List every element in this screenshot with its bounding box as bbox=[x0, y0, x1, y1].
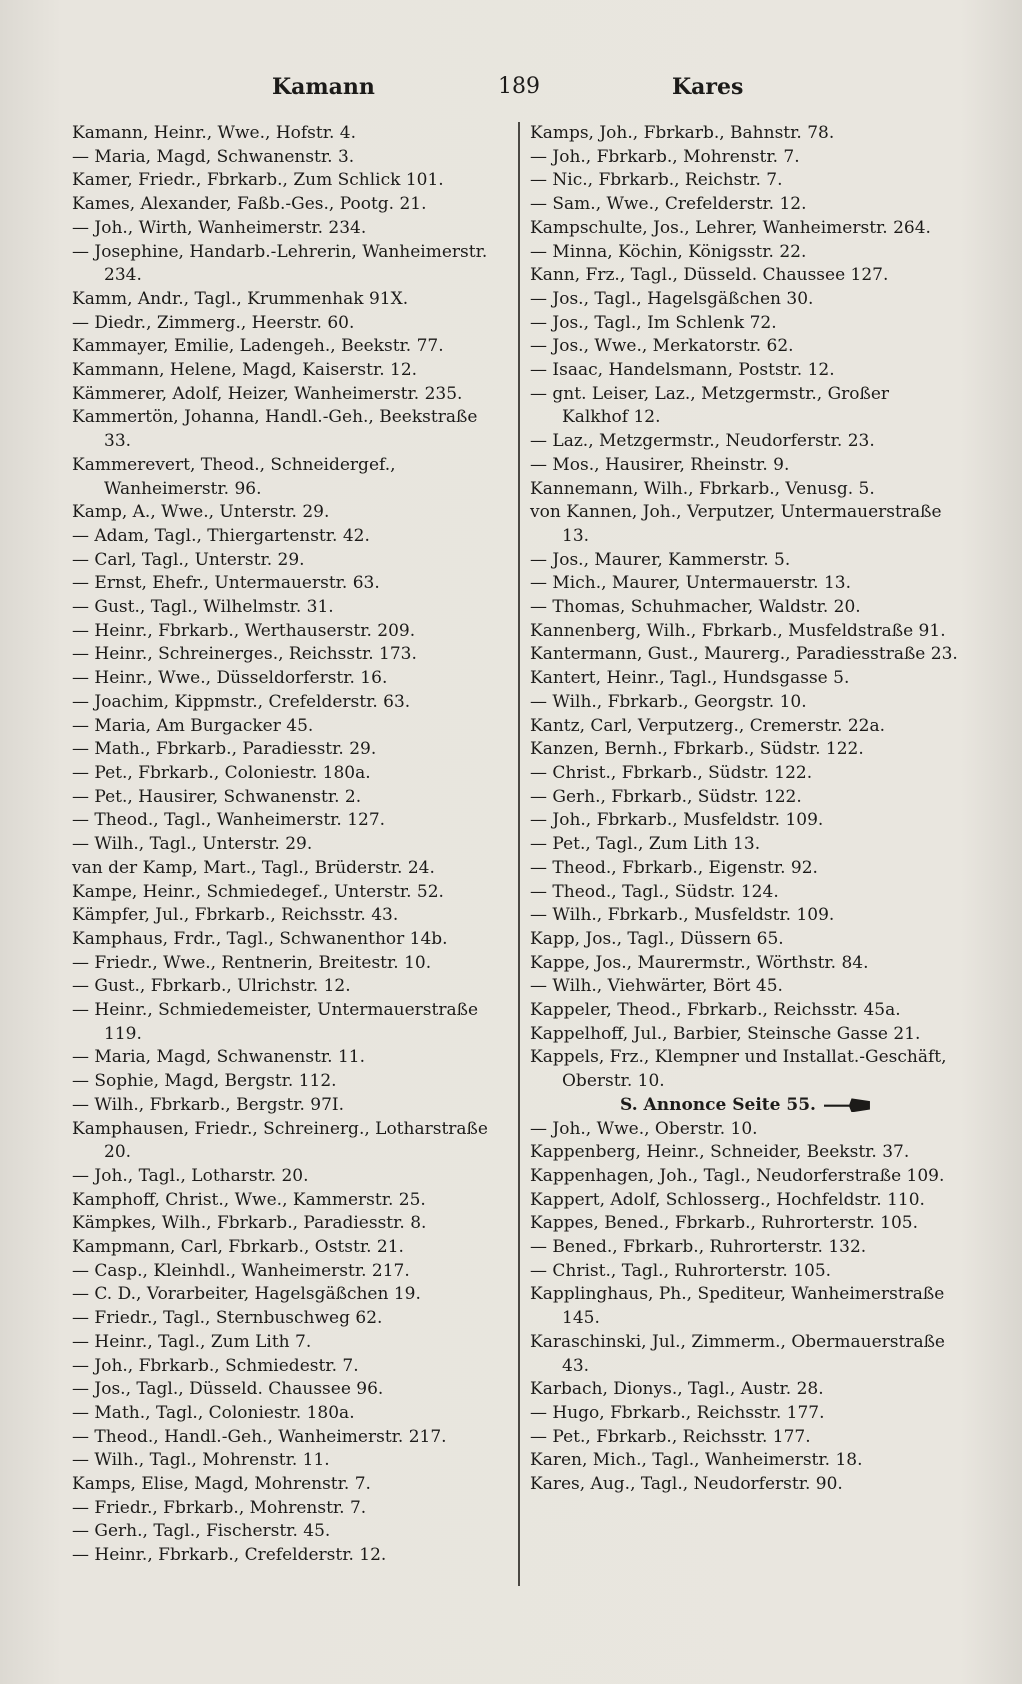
directory-entry: — Wilh., Tagl., Mohrenstr. 11. bbox=[72, 1450, 330, 1471]
directory-entry: — Carl, Tagl., Unterstr. 29. bbox=[72, 549, 305, 570]
directory-entry: — Diedr., Zimmerg., Heerstr. 60. bbox=[72, 312, 355, 333]
directory-entry: — Gust., Tagl., Wilhelmstr. 31. bbox=[72, 597, 334, 618]
directory-entry: Kapp, Jos., Tagl., Düssern 65. bbox=[530, 928, 784, 949]
directory-entry: Kapplinghaus, Ph., Spediteur, Wanheimerstraße 145. bbox=[530, 1284, 945, 1329]
directory-entry: von Kannen, Joh., Verputzer, Untermauerstraße 13. bbox=[530, 502, 942, 546]
directory-entry: — Sophie, Magd, Bergstr. 112. bbox=[72, 1071, 337, 1092]
directory-entry: Kammertön, Johanna, Handl.-Geh., Beekstraße 33. bbox=[72, 407, 478, 452]
directory-entry: Kammann, Helene, Magd, Kaiserstr. 12. bbox=[72, 360, 418, 381]
directory-entry: — Friedr., Wwe., Rentnerin, Breitestr. 10. bbox=[72, 952, 432, 973]
directory-entry: — Joh., Fbrkarb., Schmiedestr. 7. bbox=[72, 1355, 359, 1376]
directory-entry: — Heinr., Tagl., Zum Lith 7. bbox=[72, 1331, 312, 1352]
directory-entry: — Laz., Metzgermstr., Neudorferstr. 23. bbox=[530, 431, 875, 452]
directory-entry: Kamphaus, Frdr., Tagl., Schwanenthor 14b. bbox=[72, 928, 448, 949]
directory-entry: Kappenhagen, Joh., Tagl., Neudorferstraße 109. bbox=[530, 1165, 945, 1186]
directory-entry: — Wilh., Tagl., Unterstr. 29. bbox=[72, 834, 313, 855]
directory-entry: Kappenberg, Heinr., Schneider, Beekstr. 37. bbox=[530, 1142, 910, 1163]
directory-entry: — Maria, Magd, Schwanenstr. 3. bbox=[72, 146, 355, 167]
directory-entry: — Pet., Fbrkarb., Coloniestr. 180a. bbox=[72, 762, 371, 783]
directory-entry: Kappe, Jos., Maurermstr., Wörthstr. 84. bbox=[530, 952, 869, 973]
directory-entry: — Maria, Magd, Schwanenstr. 11. bbox=[72, 1047, 365, 1068]
directory-entry: — Friedr., Tagl., Sternbuschweg 62. bbox=[72, 1308, 383, 1329]
pointing-hand-icon bbox=[824, 1098, 870, 1112]
directory-entry: — Heinr., Wwe., Düsseldorferstr. 16. bbox=[72, 668, 388, 689]
directory-entry: Kappeler, Theod., Fbrkarb., Reichsstr. 45a. bbox=[530, 1000, 901, 1021]
directory-entry: Kamps, Elise, Magd, Mohrenstr. 7. bbox=[72, 1474, 371, 1495]
directory-entry: — Theod., Fbrkarb., Eigenstr. 92. bbox=[530, 857, 818, 878]
directory-entry: — Nic., Fbrkarb., Reichstr. 7. bbox=[530, 170, 783, 191]
directory-entry: — Heinr., Fbrkarb., Crefelderstr. 12. bbox=[72, 1545, 387, 1566]
directory-entry: — Bened., Fbrkarb., Ruhrorterstr. 132. bbox=[530, 1237, 867, 1258]
directory-entry: Kares, Aug., Tagl., Neudorferstr. 90. bbox=[530, 1474, 843, 1495]
directory-entry: — Mich., Maurer, Untermauerstr. 13. bbox=[530, 573, 852, 594]
directory-entry: — Wilh., Viehwärter, Bört 45. bbox=[530, 976, 783, 997]
directory-entry: — Casp., Kleinhdl., Wanheimerstr. 217. bbox=[72, 1260, 410, 1281]
directory-entry: — Joh., Wwe., Oberstr. 10. bbox=[530, 1118, 758, 1139]
directory-entry: Kampe, Heinr., Schmiedegef., Unterstr. 52. bbox=[72, 881, 444, 902]
directory-entry: — Wilh., Fbrkarb., Bergstr. 97I. bbox=[72, 1094, 345, 1115]
directory-entry: — Christ., Fbrkarb., Südstr. 122. bbox=[530, 762, 813, 783]
directory-entry: — gnt. Leiser, Laz., Metzgermstr., Großer Kalkhof 12. bbox=[530, 383, 890, 428]
directory-entry: Kantermann, Gust., Maurerg., Paradiesstraße 23. bbox=[530, 644, 958, 665]
directory-entry: Kappert, Adolf, Schlosserg., Hochfeldstr. 110. bbox=[530, 1189, 925, 1210]
directory-entry: — Wilh., Fbrkarb., Georgstr. 10. bbox=[530, 691, 807, 712]
directory-entry: — Heinr., Schmiedemeister, Untermauerstraße 119. bbox=[72, 1000, 479, 1044]
directory-entry: Kantz, Carl, Verputzerg., Cremerstr. 22a. bbox=[530, 715, 885, 736]
directory-entry: — Gerh., Fbrkarb., Südstr. 122. bbox=[530, 786, 802, 807]
directory-entry: — Sam., Wwe., Crefelderstr. 12. bbox=[530, 194, 807, 215]
directory-entry: Karaschinski, Jul., Zimmerm., Obermauerstraße 43. bbox=[530, 1331, 945, 1376]
directory-entry: — Jos., Tagl., Düsseld. Chaussee 96. bbox=[72, 1379, 384, 1400]
directory-entry: — Theod., Tagl., Wanheimerstr. 127. bbox=[72, 810, 386, 831]
directory-entry: — Joh., Fbrkarb., Musfeldstr. 109. bbox=[530, 810, 824, 831]
directory-entry: Karen, Mich., Tagl., Wanheimerstr. 18. bbox=[530, 1450, 863, 1471]
page-header bbox=[0, 74, 1022, 106]
directory-entry: — Theod., Tagl., Südstr. 124. bbox=[530, 881, 779, 902]
right-column bbox=[530, 122, 960, 1497]
left-column bbox=[72, 122, 502, 1568]
column-divider bbox=[518, 122, 520, 1586]
directory-entry: — Christ., Tagl., Ruhrorterstr. 105. bbox=[530, 1260, 832, 1281]
directory-entry: — Adam, Tagl., Thiergartenstr. 42. bbox=[72, 525, 370, 546]
directory-entry: — Ernst, Ehefr., Untermauerstr. 63. bbox=[72, 573, 380, 594]
directory-entry: Kamm, Andr., Tagl., Krummenhak 91X. bbox=[72, 288, 409, 309]
directory-entry: — Minna, Köchin, Königsstr. 22. bbox=[530, 241, 807, 262]
directory-entry: van der Kamp, Mart., Tagl., Brüderstr. 24. bbox=[72, 857, 435, 878]
directory-entry: Kämmerer, Adolf, Heizer, Wanheimerstr. 235. bbox=[72, 383, 463, 404]
directory-entry: — Hugo, Fbrkarb., Reichsstr. 177. bbox=[530, 1402, 825, 1423]
directory-entry: Kantert, Heinr., Tagl., Hundsgasse 5. bbox=[530, 668, 850, 689]
directory-entry: Kämpkes, Wilh., Fbrkarb., Paradiesstr. 8. bbox=[72, 1213, 427, 1234]
directory-entry: — Math., Fbrkarb., Paradiesstr. 29. bbox=[72, 739, 377, 760]
directory-entry: Kappelhoff, Jul., Barbier, Steinsche Gasse 21. bbox=[530, 1023, 921, 1044]
directory-entry: — Jos., Tagl., Hagelsgäßchen 30. bbox=[530, 288, 814, 309]
directory-entry: Kämpfer, Jul., Fbrkarb., Reichsstr. 43. bbox=[72, 905, 399, 926]
directory-entry: — Joh., Tagl., Lotharstr. 20. bbox=[72, 1165, 309, 1186]
directory-entry: — Isaac, Handelsmann, Poststr. 12. bbox=[530, 360, 835, 381]
directory-entry: Kamp, A., Wwe., Unterstr. 29. bbox=[72, 502, 330, 523]
directory-entry: — Joh., Fbrkarb., Mohrenstr. 7. bbox=[530, 146, 800, 167]
directory-entry: — Mos., Hausirer, Rheinstr. 9. bbox=[530, 454, 790, 475]
directory-entry: — Friedr., Fbrkarb., Mohrenstr. 7. bbox=[72, 1497, 367, 1518]
directory-entry: — Theod., Handl.-Geh., Wanheimerstr. 217. bbox=[72, 1426, 447, 1447]
directory-entry: — Pet., Hausirer, Schwanenstr. 2. bbox=[72, 786, 362, 807]
directory-entry: Kamps, Joh., Fbrkarb., Bahnstr. 78. bbox=[530, 123, 835, 143]
directory-entry: — Jos., Wwe., Merkatorstr. 62. bbox=[530, 336, 794, 357]
directory-entry: — Jos., Maurer, Kammerstr. 5. bbox=[530, 549, 791, 570]
directory-entry: Kappels, Frz., Klempner und Installat.-Geschäft, Oberstr. 10. bbox=[530, 1047, 947, 1092]
directory-entry: — Math., Tagl., Coloniestr. 180a. bbox=[72, 1402, 355, 1423]
directory-entry: Kamer, Friedr., Fbrkarb., Zum Schlick 101. bbox=[72, 170, 444, 191]
advertisement-note: S. Annonce Seite 55. bbox=[530, 1094, 960, 1118]
directory-entry: — Gust., Fbrkarb., Ulrichstr. 12. bbox=[72, 976, 351, 997]
directory-entry: — Jos., Tagl., Im Schlenk 72. bbox=[530, 312, 777, 333]
directory-entry: — Joachim, Kippmstr., Crefelderstr. 63. bbox=[72, 691, 411, 712]
directory-entry: — Pet., Tagl., Zum Lith 13. bbox=[530, 834, 761, 855]
directory-entry: Kamphausen, Friedr., Schreinerg., Lotharstraße 20. bbox=[72, 1118, 488, 1163]
directory-entry: — C. D., Vorarbeiter, Hagelsgäßchen 19. bbox=[72, 1284, 421, 1305]
directory-entry: Kann, Frz., Tagl., Düsseld. Chaussee 127. bbox=[530, 265, 889, 286]
page-number: 189 bbox=[498, 74, 540, 99]
directory-entry: — Heinr., Schreinerges., Reichsstr. 173. bbox=[72, 644, 417, 665]
directory-entry: Kampschulte, Jos., Lehrer, Wanheimerstr. 264. bbox=[530, 217, 931, 238]
directory-entry: Kappes, Bened., Fbrkarb., Ruhrorterstr. 105. bbox=[530, 1213, 918, 1234]
directory-entry: Kanzen, Bernh., Fbrkarb., Südstr. 122. bbox=[530, 739, 864, 760]
directory-entry: Kampmann, Carl, Fbrkarb., Oststr. 21. bbox=[72, 1237, 404, 1258]
directory-entry: — Pet., Fbrkarb., Reichsstr. 177. bbox=[530, 1426, 811, 1447]
header-right-keyword: Kares bbox=[672, 74, 744, 100]
directory-entry: Kammayer, Emilie, Ladengeh., Beekstr. 77. bbox=[72, 336, 444, 357]
directory-entry: — Wilh., Fbrkarb., Musfeldstr. 109. bbox=[530, 905, 835, 926]
directory-entry: Kamann, Heinr., Wwe., Hofstr. 4. bbox=[72, 123, 357, 143]
directory-entry: — Joh., Wirth, Wanheimerstr. 234. bbox=[72, 217, 367, 238]
directory-entry: — Heinr., Fbrkarb., Werthauserstr. 209. bbox=[72, 620, 416, 641]
directory-entry: Kannenberg, Wilh., Fbrkarb., Musfeldstraße 91. bbox=[530, 620, 946, 641]
header-left-keyword: Kamann bbox=[272, 74, 375, 100]
directory-entry: Kamphoff, Christ., Wwe., Kammerstr. 25. bbox=[72, 1189, 426, 1210]
directory-entry: Kannemann, Wilh., Fbrkarb., Venusg. 5. bbox=[530, 478, 875, 499]
directory-entry: — Maria, Am Burgacker 45. bbox=[72, 715, 314, 736]
directory-entry: Kammerevert, Theod., Schneidergef., Wanheimerstr. 96. bbox=[72, 454, 396, 499]
directory-entry: Karbach, Dionys., Tagl., Austr. 28. bbox=[530, 1379, 824, 1400]
directory-entry: — Thomas, Schuhmacher, Waldstr. 20. bbox=[530, 597, 861, 618]
directory-entry: — Josephine, Handarb.-Lehrerin, Wanheimerstr. 234. bbox=[72, 241, 488, 286]
directory-entry: — Gerh., Tagl., Fischerstr. 45. bbox=[72, 1521, 331, 1542]
directory-entry: Kames, Alexander, Faßb.-Ges., Pootg. 21. bbox=[72, 194, 427, 215]
